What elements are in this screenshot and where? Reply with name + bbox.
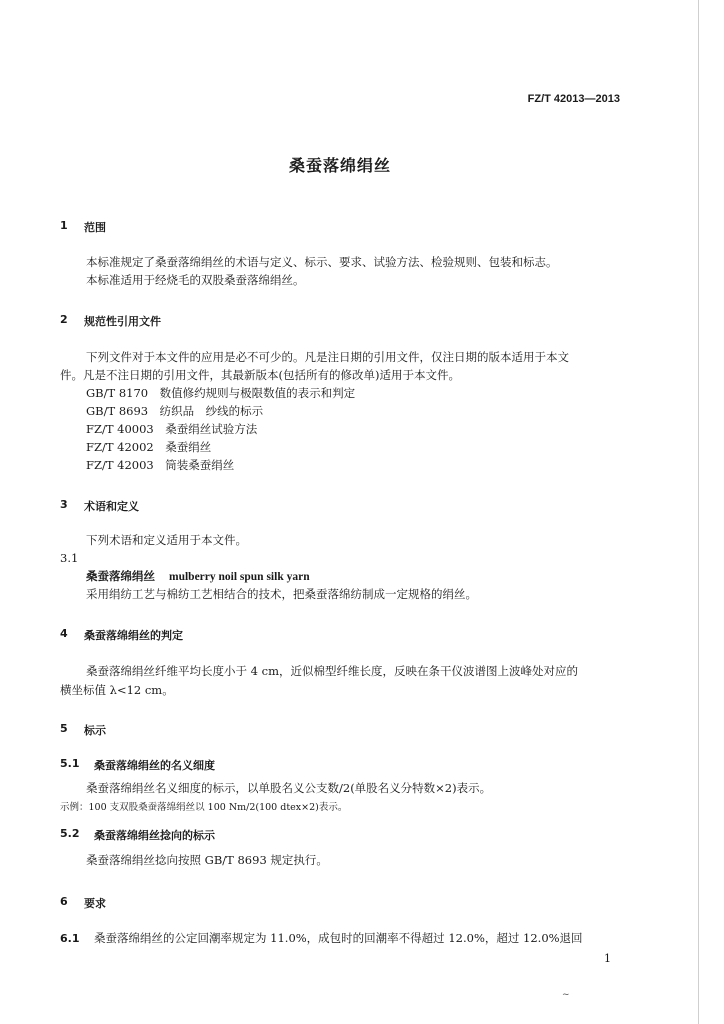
paragraph: 下列文件对于本文件的应用是必不可少的。凡是注日期的引用文件，仅注日期的版本适用于本文 [86,350,569,364]
subsection-number: 3.1 [60,551,79,565]
paragraph: 桑蚕落绵绢丝名义细度的标示，以单股名义公支数/2(单股名义分特数×2)表示。 [86,781,492,795]
section-title: 范围 [84,221,106,234]
reference-item: GB/T 8693 纺织品 纱线的标示 [86,404,264,418]
section-number: 2 [60,313,68,326]
section-number: 6 [60,895,68,908]
paragraph: 本标准适用于经烧毛的双股桑蚕落绵绢丝。 [86,273,305,287]
subsection-5-2-heading [60,827,215,843]
subsection-title: 桑蚕落绵绢丝的名义细度 [94,759,215,772]
section-number: 4 [60,627,68,640]
reference-item: FZ/T 42002 桑蚕绢丝 [86,440,212,454]
page-title: 桑蚕落绵绢丝 [288,156,391,175]
section-number: 1 [60,219,68,232]
page-edge-line [698,0,699,1024]
term-definition: 采用绢纺工艺与棉纺工艺相结合的技术，把桑蚕落绵纺制成一定规格的绢丝。 [86,587,477,601]
section-6-heading [60,895,106,911]
paragraph: 桑蚕落绵绢丝纤维平均长度小于 4 cm，近似棉型纤维长度，反映在条干仪波谱图上波峰处对应的 [86,664,578,678]
subsection-number: 6.1 [60,932,80,945]
paragraph: 件。凡是不注日期的引用文件，其最新版本(包括所有的修改单)适用于本文件。 [60,368,460,382]
subsection-6-1 [60,929,583,948]
section-title: 标示 [84,724,106,737]
page-number: 1 [604,952,611,965]
term-entry [86,567,310,586]
section-title: 规范性引用文件 [84,315,161,328]
section-title: 术语和定义 [84,500,139,513]
term-chinese: 桑蚕落绵绢丝 [86,569,155,583]
example-note: 示例：100 支双股桑蚕落绵绢丝以 100 Nm/2(100 dtex×2)表示。 [60,802,348,813]
section-number: 3 [60,498,68,511]
section-5-heading [60,722,106,738]
section-number: 5 [60,722,68,735]
section-4-heading [60,627,183,643]
section-1-heading [60,219,106,235]
standard-code: FZ/T 42013—2013 [527,93,620,105]
section-3-heading [60,498,139,514]
subsection-number: 5.1 [60,757,80,770]
section-title: 要求 [84,897,106,910]
paragraph: 横坐标值 λ<12 cm。 [60,683,174,697]
paragraph: 下列术语和定义适用于本文件。 [86,533,247,547]
section-2-heading [60,313,161,329]
subsection-5-1-heading [60,757,215,773]
scan-mark: ~ [562,990,570,1000]
reference-item: FZ/T 42003 筒装桑蚕绢丝 [86,458,235,472]
reference-item: FZ/T 40003 桑蚕绢丝试验方法 [86,422,258,436]
paragraph: 桑蚕落绵绢丝捻向按照 GB/T 8693 规定执行。 [86,853,328,867]
section-title: 桑蚕落绵绢丝的判定 [84,629,183,642]
subsection-number: 5.2 [60,827,80,840]
subsection-title: 桑蚕落绵绢丝捻向的标示 [94,829,215,842]
paragraph: 桑蚕落绵绢丝的公定回潮率规定为 11.0%，成包时的回潮率不得超过 12.0%，超过 12.0%退回 [94,931,583,945]
term-english: mulberry noil spun silk yarn [169,571,310,583]
reference-item: GB/T 8170 数值修约规则与极限数值的表示和判定 [86,386,356,400]
paragraph: 本标准规定了桑蚕落绵绢丝的术语与定义、标示、要求、试验方法、检验规则、包装和标志。 [86,255,558,269]
